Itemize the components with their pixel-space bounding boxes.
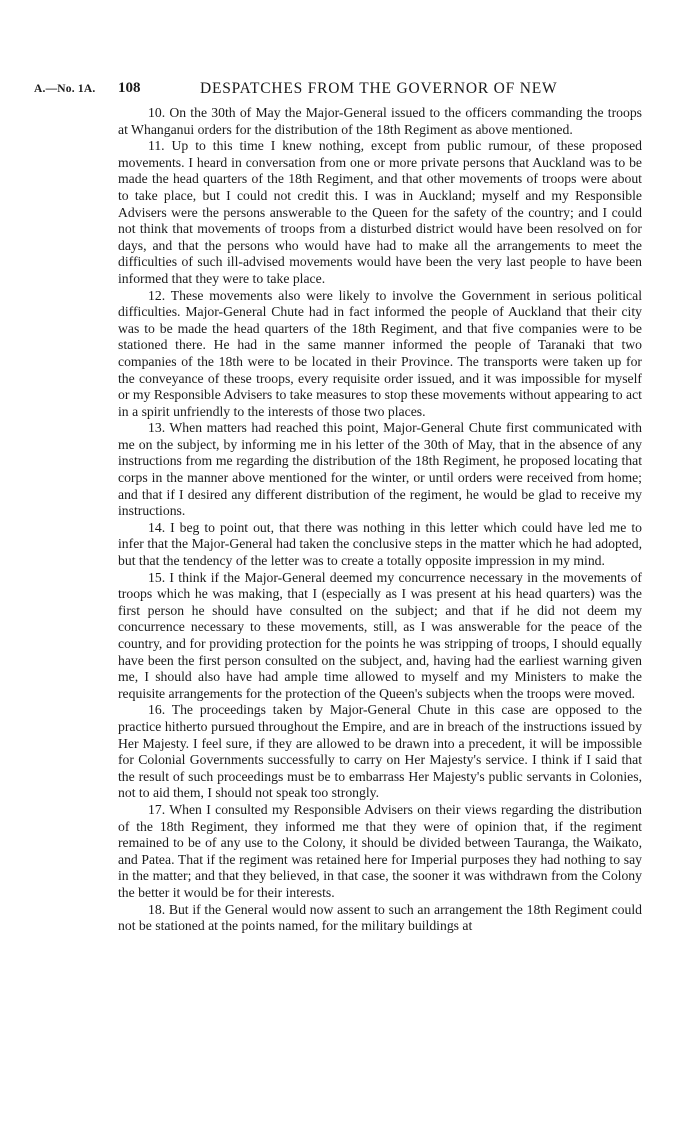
body-text (118, 105, 642, 935)
running-title: DESPATCHES FROM THE GOVERNOR OF NEW (200, 80, 558, 97)
document-reference: A.—No. 1A. (34, 83, 96, 95)
paragraph-10: 10. On the 30th of May the Major-General issued to the officers commanding the troops at Whanganui orders for the distribution of the 18th Regiment as above mentioned. (118, 105, 642, 137)
paragraph-18: 18. But if the General would now assent to such an arrangement the 18th Regiment could not be stationed at the points named, for the military buildings at (118, 901, 642, 934)
paragraph-13: 13. When matters had reached this point, Major-General Chute first communicated with me on the subject, by informing me in his letter of the 30th of May, that in the absence of any instructions from me regarding the distribution of the 18th Regiment, he proposed locating that corps in the manner above mentioned for the winter, or until orders were received from home; and that if I desired any different distribution of the regiment, he would be glad to receive my instructions. (118, 420, 642, 519)
paragraph-11: 11. Up to this time I knew nothing, except from public rumour, of these proposed movements. I heard in conversation from one or more private persons that Auckland was to be made the head quarters of the 18th Regiment, and that other movements of troops were about to take place, but I could not credit this. I was in Auckland; myself and my Responsible Advisers were the persons answerable to the Queen for the safety of the country; and I could not think that movements of troops from a disturbed district would have been resolved on for days, and that the persons who would have had to make all the arrangements to meet the difficulties of such ill-advised movements would have been the very last people to have been informed that they were to take place. (118, 138, 642, 286)
page-number: 108 (118, 80, 141, 96)
paragraph-17: 17. When I consulted my Responsible Advisers on their views regarding the distribution of the 18th Regiment, they informed me that they were of opinion that, if the regiment remained to be of any use to the Colony, it should be divided between Tauranga, the Waikato, and Patea. That if the regiment was retained here for Imperial purposes they had nothing to say in the matter; and that they believed, in that case, the sooner it was withdrawn from the Colony the better it would be for their interests. (118, 801, 642, 900)
paragraph-15: 15. I think if the Major-General deemed my concurrence necessary in the movements of troops which he was making, that I (especially as I was present at his head quarters) was the first person he should have consulted on the subject; and that if he did not deem my concurrence necessary to these movements, still, as I was answerable for the peace of the country, and for providing protection for the points he was stripping of troops, I should equally have been the first person consulted on the subject, and, having had the earliest warning given me, I should also have had ample time allowed to myself and my Ministers to make the requisite arrangements for the protection of the Queen's subjects when the troops were moved. (118, 569, 642, 701)
paragraph-12: 12. These movements also were likely to involve the Government in serious political difficulties. Major-General Chute had in fact informed the people of Auckland that their city was to be made the head quarters of the 18th Regiment, and that five companies were to be stationed there. He had in the same manner informed the people of Taranaki that two companies of the 18th were to be located in their Province. The transports were taken up for the conveyance of these troops, every requisite order issued, and it was impossible for myself or my Responsible Advisers to take measures to stop these movements without appearing to act in a spirit unfriendly to the interests of those two places. (118, 287, 642, 419)
paragraph-16: 16. The proceedings taken by Major-General Chute in this case are opposed to the practice hitherto pursued throughout the Empire, and are in breach of the instructions issued by Her Majesty. I feel sure, if they are allowed to be drawn into a precedent, it will be impossible for Colonial Governments successfully to carry on Her Majesty's service. I think if I said that the result of such proceedings must be to embarrass Her Majesty's public servants in Colonies, not to aid them, I should not speak too strongly. (118, 702, 642, 801)
page-header (0, 79, 700, 101)
paragraph-14: 14. I beg to point out, that there was nothing in this letter which could have led me to infer that the Major-General had taken the conclusive steps in the matter which he had adopted, but that the tendency of the letter was to create a totally opposite impression in my mind. (118, 519, 642, 569)
